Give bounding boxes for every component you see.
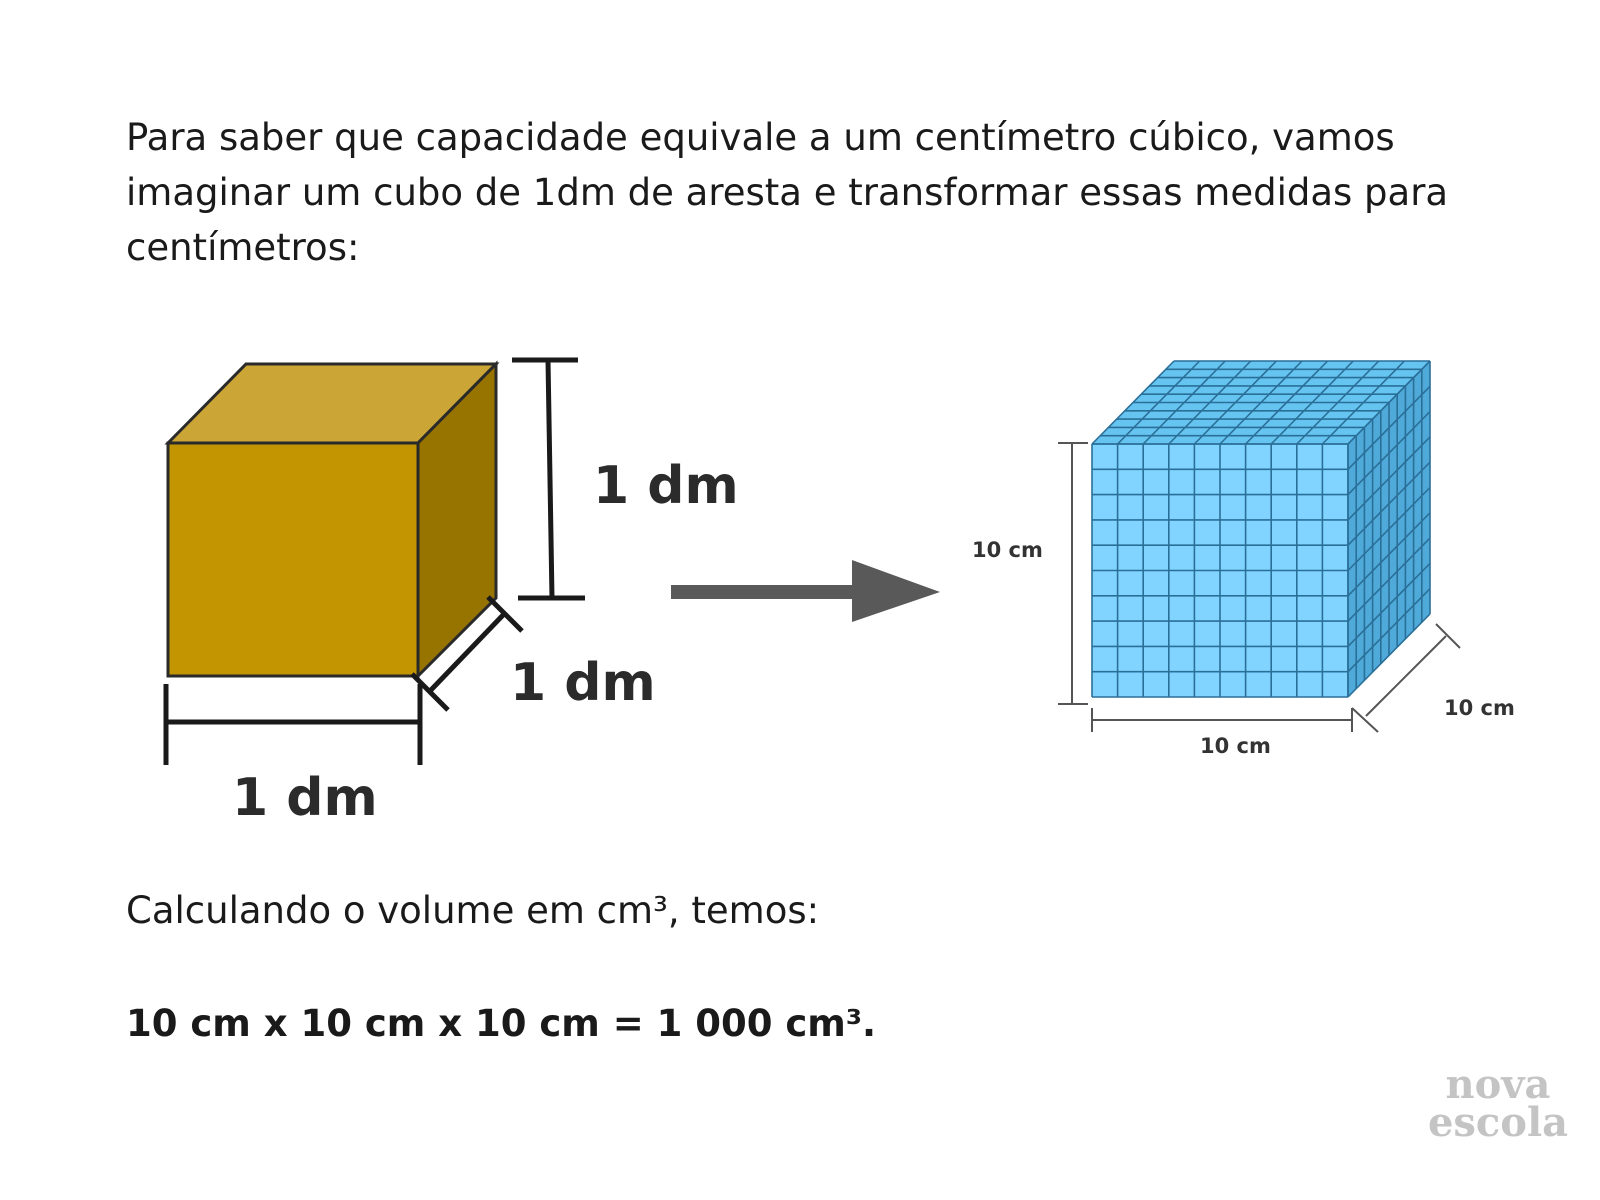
right-depth-label: 10 cm (1444, 696, 1515, 720)
right-width-dimension (1092, 708, 1352, 732)
left-cube-front-face (168, 443, 418, 676)
logo-line-1: nova (1445, 1061, 1551, 1108)
left-width-dimension (166, 684, 420, 765)
right-height-label: 10 cm (972, 538, 1043, 562)
right-cube (1092, 361, 1430, 697)
right-height-dimension (1058, 443, 1088, 704)
left-width-label: 1 dm (232, 768, 378, 828)
nova-escola-logo (1418, 1061, 1578, 1146)
transform-arrow-icon (671, 560, 940, 622)
left-cube (168, 364, 496, 676)
calc-intro-text: Calculando o volume em cm³, temos: (126, 889, 820, 932)
right-width-label: 10 cm (1200, 734, 1271, 758)
volume-result-formula: 10 cm x 10 cm x 10 cm = 1 000 cm³. (126, 1002, 877, 1045)
left-height-label: 1 dm (593, 456, 739, 516)
left-height-dimension (512, 360, 585, 598)
left-depth-label: 1 dm (510, 653, 656, 713)
intro-paragraph: Para saber que capacidade equivale a um centímetro cúbico, vamos imaginar um cubo de 1dm de aresta e transformar essas medidas para centímetros: (126, 116, 1449, 269)
logo-line-2: escola (1427, 1099, 1569, 1146)
